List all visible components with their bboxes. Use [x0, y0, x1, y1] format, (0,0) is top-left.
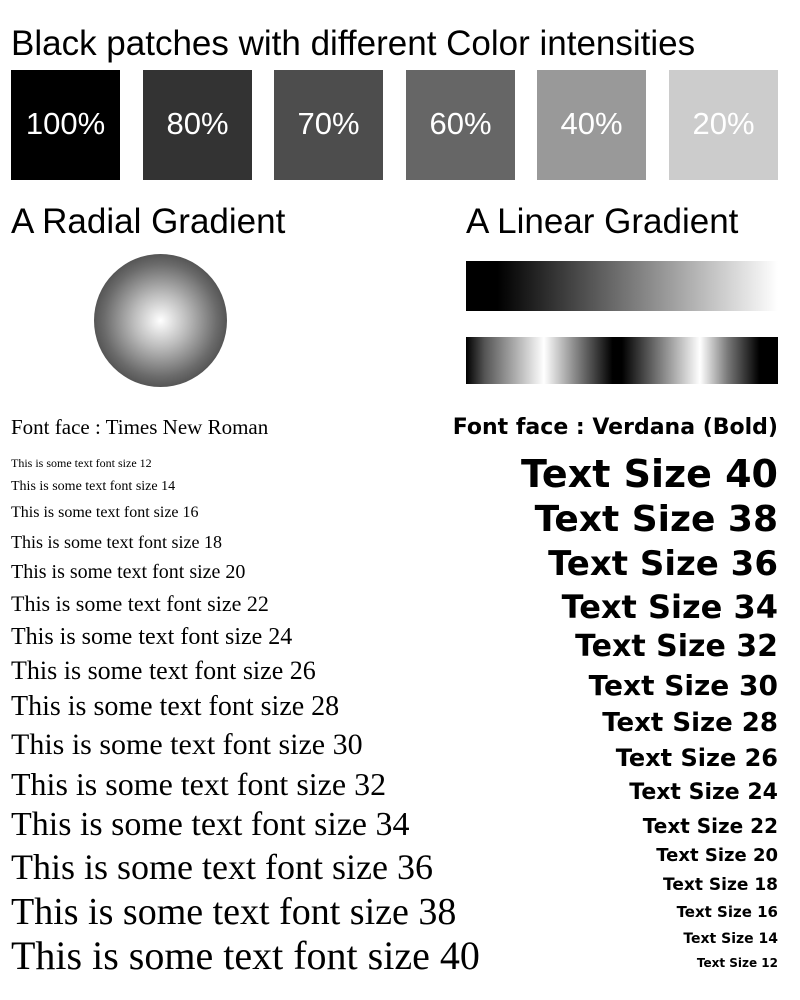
verdana-sample-line: Text Size 18	[663, 875, 778, 895]
times-sample-line: This is some text font size 26	[11, 656, 316, 685]
verdana-font-face-label: Font face : Verdana (Bold)	[452, 415, 778, 440]
times-sample-line: This is some text font size 40	[11, 933, 480, 978]
repeating-linear-gradient-bar	[466, 337, 778, 384]
linear-gradient-bar	[466, 261, 778, 311]
times-sample-line: This is some text font size 20	[11, 561, 246, 583]
times-font-face-label: Font face : Times New Roman	[11, 415, 269, 439]
times-sample-line: This is some text font size 32	[11, 766, 387, 802]
patch-label: 40%	[560, 106, 623, 141]
times-sample-line: This is some text font size 28	[11, 691, 340, 722]
times-sample-line: This is some text font size 36	[11, 847, 433, 887]
times-sample-line: This is some text font size 22	[11, 591, 269, 616]
verdana-sample-line: Text Size 36	[548, 544, 778, 584]
verdana-sample-line: Text Size 20	[656, 845, 778, 866]
linear-gradient-heading: A Linear Gradient	[466, 202, 739, 241]
times-sample-line: This is some text font size 34	[11, 806, 410, 843]
radial-gradient-heading: A Radial Gradient	[11, 202, 286, 241]
times-sample-line: This is some text font size 12	[11, 456, 152, 470]
patch-label: 60%	[429, 106, 492, 141]
page-title: Black patches with different Color intensities	[11, 24, 696, 63]
times-sample-line: This is some text font size 24	[11, 624, 293, 650]
verdana-sample-line: Text Size 34	[561, 588, 778, 626]
patch-100-percent	[11, 70, 120, 180]
patch-70-percent	[274, 70, 383, 180]
verdana-sample-line: Text Size 26	[615, 744, 778, 772]
verdana-sample-line: Text Size 24	[629, 780, 778, 805]
times-sample-line: This is some text font size 16	[11, 504, 199, 521]
radial-gradient-circle	[94, 254, 227, 387]
patch-40-percent	[537, 70, 646, 180]
verdana-sample-line: Text Size 38	[534, 499, 778, 540]
verdana-sample-line: Text Size 16	[676, 903, 778, 921]
verdana-sample-line: Text Size 28	[602, 708, 778, 738]
verdana-sample-line: Text Size 32	[575, 629, 778, 664]
patch-label: 100%	[25, 106, 106, 141]
patch-label: 20%	[692, 106, 755, 141]
patch-label: 80%	[166, 106, 229, 141]
times-sample-line: This is some text font size 38	[11, 891, 457, 933]
verdana-sample-line: Text Size 22	[642, 814, 778, 838]
times-sample-line: This is some text font size 18	[11, 532, 222, 552]
patch-20-percent	[669, 70, 778, 180]
times-sample-line: This is some text font size 30	[11, 728, 363, 761]
patch-label: 70%	[297, 106, 360, 141]
verdana-sample-line: Text Size 30	[588, 669, 778, 702]
verdana-sample-line: Text Size 40	[521, 452, 778, 496]
verdana-sample-line: Text Size 14	[683, 931, 778, 947]
times-sample-line: This is some text font size 14	[11, 479, 176, 494]
verdana-sample-line: Text Size 12	[696, 956, 778, 970]
patch-60-percent	[406, 70, 515, 180]
patch-80-percent	[143, 70, 252, 180]
